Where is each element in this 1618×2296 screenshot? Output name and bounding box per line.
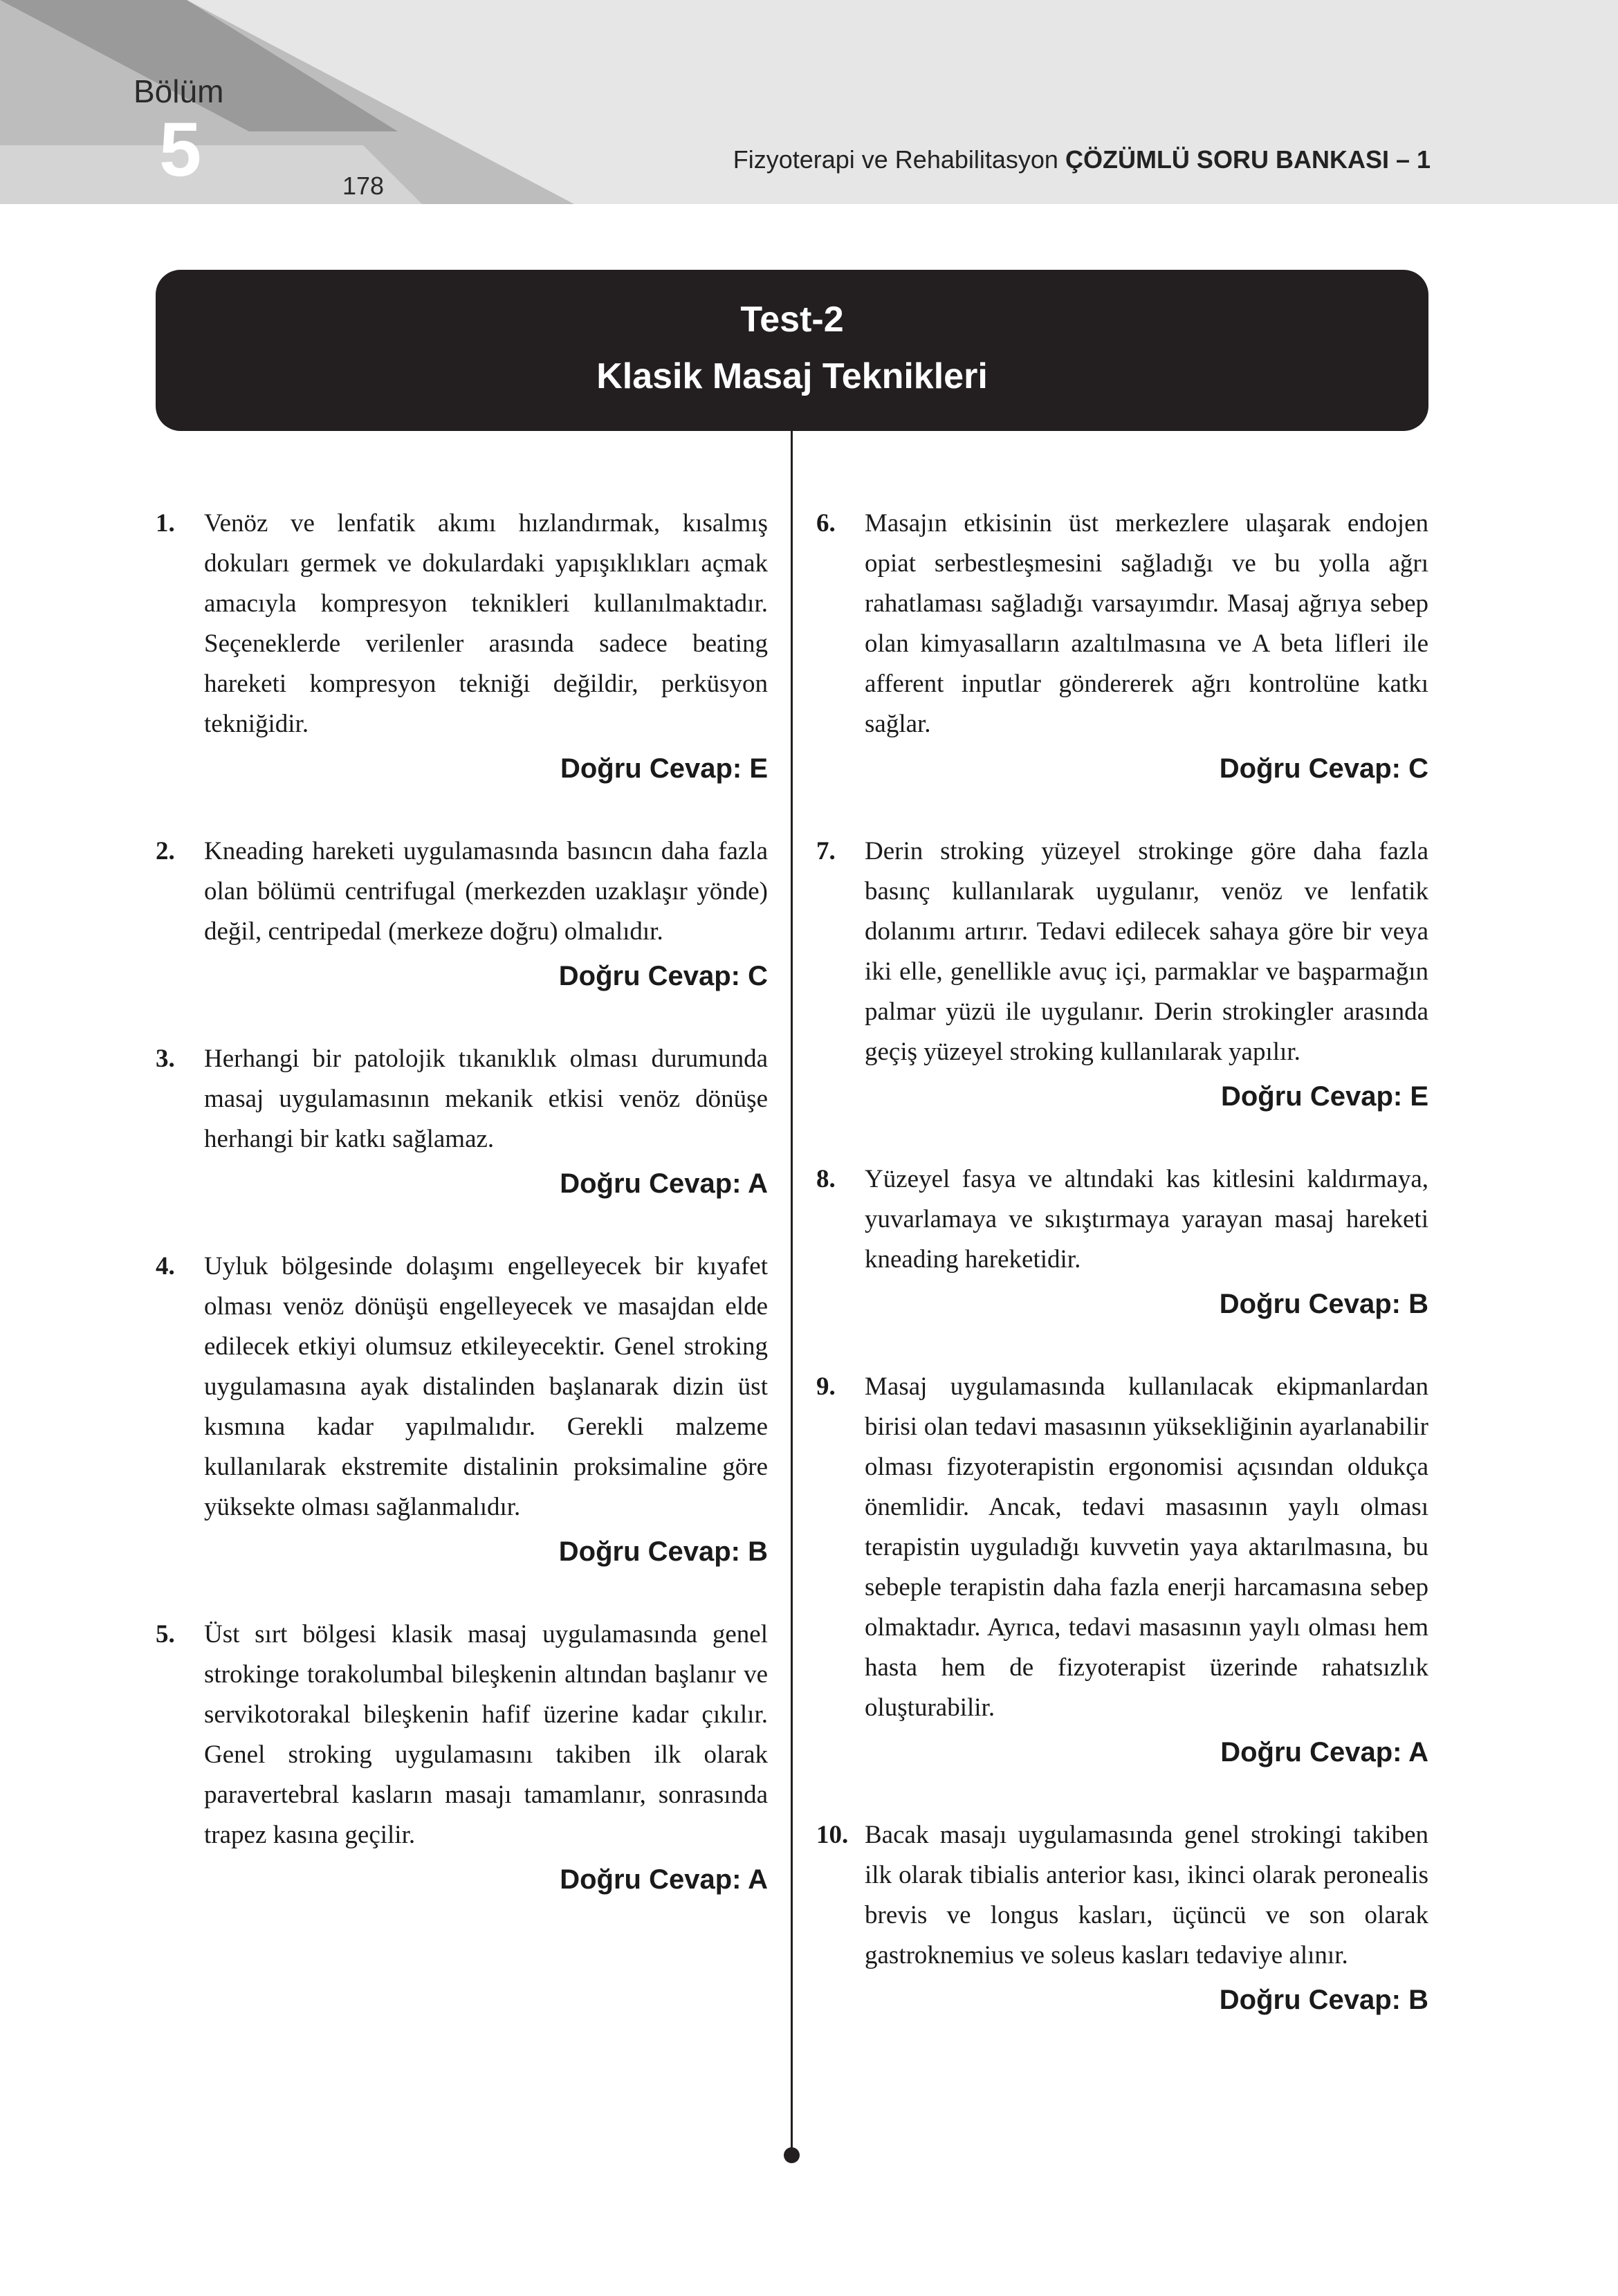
question-text: Üst sırt bölgesi klasik masaj uygulamasında genel strokinge torakolumbal bileşkenin altından başlanır ve servikotorakal bileşkenin hafif üzerine kadar çıkılır. Genel stroking uygulamasını takiben ilk olarak paravertebral kasların masajı tamamlanır, sonrasında trapez kasına geçilir. <box>204 1620 768 1849</box>
divider-end-dot <box>784 2147 800 2163</box>
book-title-regular: Fizyoterapi ve Rehabilitasyon <box>733 145 1058 174</box>
question-text: Venöz ve lenfatik akımı hızlandırmak, kısalmış dokuları germek ve dokulardaki yapışıklıkları açmak amacıyla kompresyon teknikleri kullanılmaktadır. Seçeneklerde verilenler arasında sadece beating hareketi kompresyon tekniği değildir, perküsyon tekniğidir. <box>204 509 768 738</box>
answer: Doğru Cevap: A <box>1220 1737 1428 1767</box>
question-text: Masajın etkisinin üst merkezlere ulaşarak endojen opiat serbestleşmesini sağladığı ve bu yolla ağrı rahatlaması sağladığı varsayımdır. Masaj ağrıya sebep olan kimyasalların azaltılmasına ve A beta lifleri ile afferent inputlar göndererek ağrı kontrolüne katkı sağlar. <box>865 509 1428 738</box>
test-title-box <box>156 270 1428 431</box>
test-subtitle: Klasik Masaj Teknikleri <box>596 356 988 396</box>
left-column <box>156 504 768 1900</box>
chapter-number: 5 <box>159 107 202 192</box>
question-number: 4. <box>156 1252 175 1280</box>
answer: Doğru Cevap: E <box>560 753 768 784</box>
question-2 <box>156 832 768 996</box>
question-number: 6. <box>816 509 836 538</box>
question-text: Derin stroking yüzeyel strokinge göre daha fazla basınç kullanılarak uygulanır, venöz ve lenfatik dolanımı artırır. Tedavi edilecek sahaya göre bir veya iki elle, genellikle avuç içi, parmaklar ve başparmağın palmar yüzü ile uygulanır. Derin strokingler arasında geçiş yüzeyel stroking kullanılarak yapılır. <box>865 837 1428 1066</box>
question-6 <box>816 504 1428 789</box>
question-text: Yüzeyel fasya ve altındaki kas kitlesini kaldırmaya, yuvarlamaya ve sıkıştırmaya yarayan masaj hareketi kneading hareketidir. <box>865 1165 1428 1274</box>
question-9 <box>816 1367 1428 1772</box>
question-1 <box>156 504 768 789</box>
question-4 <box>156 1247 768 1572</box>
question-text: Masaj uygulamasında kullanılacak ekipmanlardan birisi olan tedavi masasının yüksekliğinin ayarlanabilir olması fizyoterapistin ergonomisi açısından oldukça önemlidir. Ancak, tedavi masasının yaylı olması terapistin uyguladığı kuvvetin yaya aktarılmasına, bu sebeple terapistin daha fazla enerji harcamasına sebep olmaktadır. Ayrıca, tedavi masasının yaylı olması hem hasta hem de fizyoterapist üzerinde rahatsızlık oluşturabilir. <box>865 1372 1428 1722</box>
answer: Doğru Cevap: C <box>1219 753 1428 784</box>
question-number: 8. <box>816 1165 836 1193</box>
column-divider <box>791 431 793 2151</box>
question-number: 5. <box>156 1620 175 1648</box>
question-number: 1. <box>156 509 175 538</box>
question-number: 7. <box>816 837 836 865</box>
question-5 <box>156 1615 768 1900</box>
book-title <box>733 145 1431 174</box>
chapter-label: Bölüm <box>134 73 224 109</box>
question-text: Bacak masajı uygulamasında genel strokingi takiben ilk olarak tibialis anterior kası, ikinci olarak peronealis brevis ve longus kasları, üçüncü ve son olarak gastroknemius ve soleus kasları tedaviye alınır. <box>865 1821 1428 1969</box>
question-text: Kneading hareketi uygulamasında basıncın daha fazla olan bölümü centrifugal (merkezden uzaklaşır yönde) değil, centripedal (merkeze doğru) olmalıdır. <box>204 837 768 946</box>
question-number: 10. <box>816 1821 849 1849</box>
question-3 <box>156 1039 768 1204</box>
answer: Doğru Cevap: C <box>558 961 768 991</box>
test-title: Test-2 <box>740 300 844 340</box>
answer: Doğru Cevap: A <box>560 1864 768 1895</box>
question-10 <box>816 1815 1428 2020</box>
question-7 <box>816 832 1428 1117</box>
answer: Doğru Cevap: B <box>1219 1289 1428 1319</box>
question-text: Uyluk bölgesinde dolaşımı engelleyecek bir kıyafet olması venöz dönüşü engelleyecek ve masajdan elde edilecek etkiyi olumsuz etkileyecektir. Genel stroking uygulamasına ayak distalinden başlanarak dizin üst kısmına kadar yapılmalıdır. Gerekli malzeme kullanılarak ekstremite distalinin proksimaline göre yüksekte olması sağlanmalıdır. <box>204 1252 768 1521</box>
question-number: 9. <box>816 1372 836 1401</box>
answer: Doğru Cevap: B <box>1219 1985 1428 2015</box>
answer: Doğru Cevap: E <box>1220 1081 1428 1112</box>
page-number: 178 <box>342 172 385 200</box>
question-number: 3. <box>156 1045 175 1073</box>
answer: Doğru Cevap: A <box>560 1168 768 1199</box>
question-number: 2. <box>156 837 175 865</box>
question-text: Herhangi bir patolojik tıkanıklık olması durumunda masaj uygulamasının mekanik etkisi venöz dönüşe herhangi bir katkı sağlamaz. <box>204 1045 768 1153</box>
question-8 <box>816 1159 1428 1324</box>
answer: Doğru Cevap: B <box>558 1536 768 1567</box>
right-column <box>816 504 1428 2020</box>
book-title-bold: ÇÖZÜMLÜ SORU BANKASI – 1 <box>1065 145 1431 174</box>
